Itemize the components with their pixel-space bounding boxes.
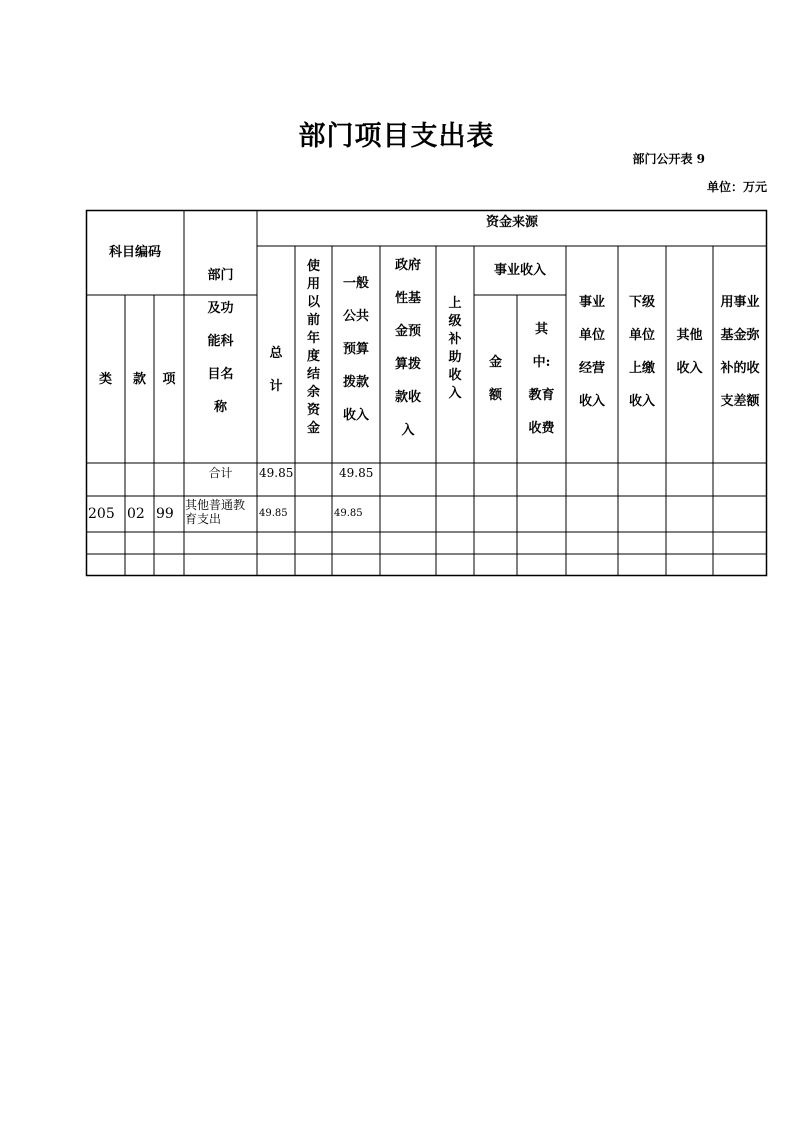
header-total: 总 计 (269, 345, 283, 394)
page-title: 部门项目支出表 (298, 121, 495, 152)
row-total-name: 合计 (208, 466, 233, 480)
header-other-income: 其他 收入 (676, 327, 703, 376)
unit-label: 单位：万元 (706, 180, 767, 194)
header-unit-operating: 事业 单位 经营 收入 (578, 294, 605, 409)
row-kuan: 02 (127, 506, 145, 522)
row-total-general-budget: 49.85 (339, 466, 374, 480)
row-lei: 205 (88, 506, 115, 522)
form-number: 部门公开表 9 (632, 152, 705, 166)
header-gov-fund: 政府 性基 金预 算拨 款收 入 (394, 257, 421, 438)
header-dept-name: 部门 及功 能科 目名 称 (207, 268, 234, 415)
row-total: 49.85 (259, 508, 288, 519)
header-of-which-edu: 其 中: 教育 收费 (528, 322, 555, 436)
header-business-income: 事业收入 (493, 263, 546, 278)
row-total-total: 49.85 (259, 466, 294, 480)
header-general-budget: 一般 公共 预算 拨款 收入 (342, 276, 369, 423)
header-prior-balance: 使 用 以 前 年 度 结 余 资 金 (306, 258, 320, 436)
row-xiang: 99 (156, 506, 174, 522)
header-amount: 金 额 (488, 355, 502, 403)
row-general-budget: 49.85 (334, 508, 363, 519)
header-xiang: 项 (162, 371, 176, 387)
header-fund-source: 资金来源 (485, 214, 538, 230)
header-kuan: 款 (132, 371, 146, 387)
header-lower-remit: 下级 单位 上缴 收入 (628, 294, 655, 409)
row-name: 其他普通教 育支出 (185, 498, 246, 526)
header-subject-code: 科目编码 (108, 245, 161, 260)
header-lei: 类 (98, 371, 112, 387)
header-fund-balance: 用事业 基金弥 补的收 支差额 (720, 294, 760, 409)
expenditure-table (86, 210, 767, 576)
header-upper-subsidy: 上 级 补 助 收 入 (448, 295, 462, 401)
